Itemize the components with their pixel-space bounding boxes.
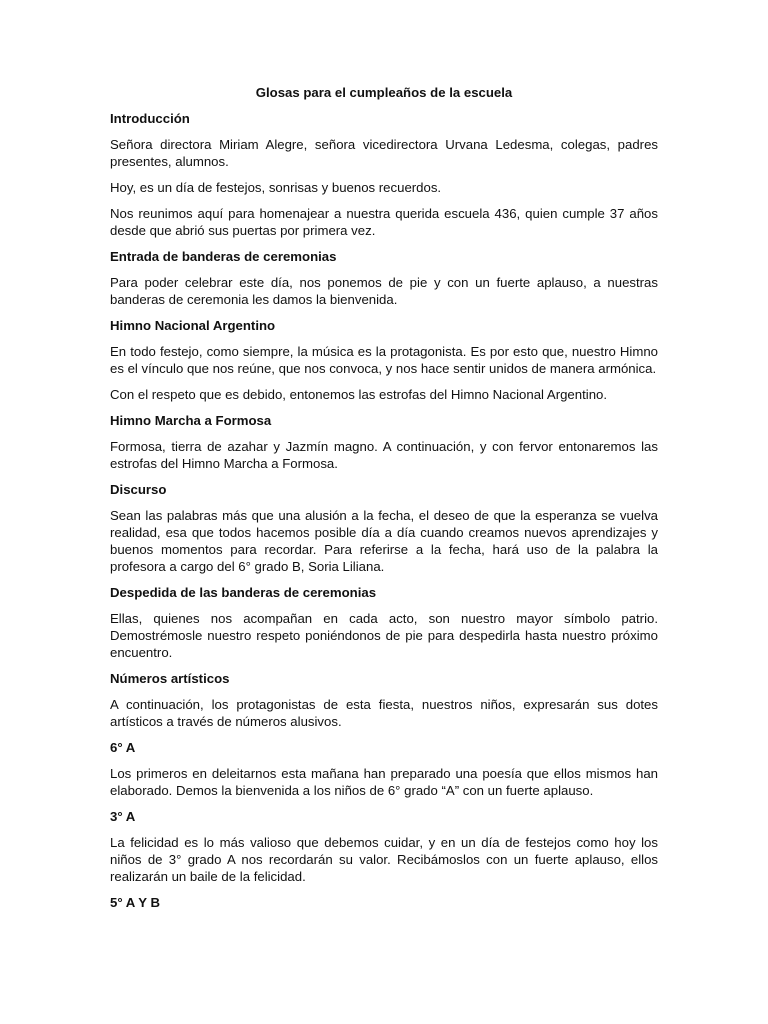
paragraph: Formosa, tierra de azahar y Jazmín magno. A continuación, y con fervor entonaremos las estrofas del Himno Marcha a Formosa. xyxy=(110,439,658,471)
section-heading: Entrada de banderas de ceremonias xyxy=(110,249,337,264)
section-heading: Números artísticos xyxy=(110,671,230,686)
section-numeros-artisticos xyxy=(110,670,658,730)
section-heading: Himno Marcha a Formosa xyxy=(110,413,272,428)
section-heading: 3° A xyxy=(110,809,136,824)
section-heading: Himno Nacional Argentino xyxy=(110,318,276,333)
document-title: Glosas para el cumpleaños de la escuela xyxy=(255,85,513,100)
paragraph: Señora directora Miriam Alegre, señora vicedirectora Urvana Ledesma, colegas, padres presentes, alumnos. xyxy=(110,137,658,169)
paragraph: Para poder celebrar este día, nos ponemos de pie y con un fuerte aplauso, a nuestras banderas de ceremonia les damos la bienvenida. xyxy=(110,275,658,307)
paragraph: En todo festejo, como siempre, la música es la protagonista. Es por esto que, nuestro Himno es el vínculo que nos reúne, que nos convoca, y nos hace sentir unidos de manera armónica. xyxy=(110,344,658,376)
paragraph: A continuación, los protagonistas de esta fiesta, nuestros niños, expresarán sus dotes artísticos a través de números alusivos. xyxy=(110,697,658,729)
section-himno-nacional xyxy=(110,317,658,403)
section-3a xyxy=(110,808,658,885)
paragraph: Los primeros en deleitarnos esta mañana han preparado una poesía que ellos mismos han elaborado. Demos la bienvenida a los niños de 6° grado “A” con un fuerte aplauso. xyxy=(110,766,658,798)
paragraph: Hoy, es un día de festejos, sonrisas y buenos recuerdos. xyxy=(110,180,442,195)
document-page xyxy=(110,84,658,920)
section-entrada-banderas xyxy=(110,248,658,308)
section-5ayb xyxy=(110,894,658,911)
section-himno-formosa xyxy=(110,412,658,472)
section-despedida-banderas xyxy=(110,584,658,661)
section-heading: Despedida de las banderas de ceremonias xyxy=(110,585,377,600)
paragraph: Sean las palabras más que una alusión a la fecha, el deseo de que la esperanza se vuelva realidad, esa que todos hacemos posible día a día cuando creamos nuevos aprendizajes y buenos momentos para recordar. Para referirse a la fecha, hará uso de la palabra la profesora a cargo del 6° grado B, Soria Liliana. xyxy=(110,508,658,574)
section-heading: Introducción xyxy=(110,111,190,126)
section-heading: 6° A xyxy=(110,740,136,755)
paragraph: Ellas, quienes nos acompañan en cada acto, son nuestro mayor símbolo patrio. Demostrémosle nuestro respeto poniéndonos de pie para despedirla hasta nuestro próximo encuentro. xyxy=(110,611,658,660)
section-heading: Discurso xyxy=(110,482,167,497)
section-introduccion xyxy=(110,110,658,239)
paragraph: La felicidad es lo más valioso que debemos cuidar, y en un día de festejos como hoy los niños de 3° grado A nos recordarán su valor. Recibámoslos con un fuerte aplauso, ellos realizarán un baile de la felicidad. xyxy=(110,835,658,884)
paragraph: Nos reunimos aquí para homenajear a nuestra querida escuela 436, quien cumple 37 años desde que abrió sus puertas por primera vez. xyxy=(110,206,658,238)
section-discurso xyxy=(110,481,658,575)
section-6a xyxy=(110,739,658,799)
section-heading: 5° A Y B xyxy=(110,895,160,910)
paragraph: Con el respeto que es debido, entonemos las estrofas del Himno Nacional Argentino. xyxy=(110,387,608,402)
